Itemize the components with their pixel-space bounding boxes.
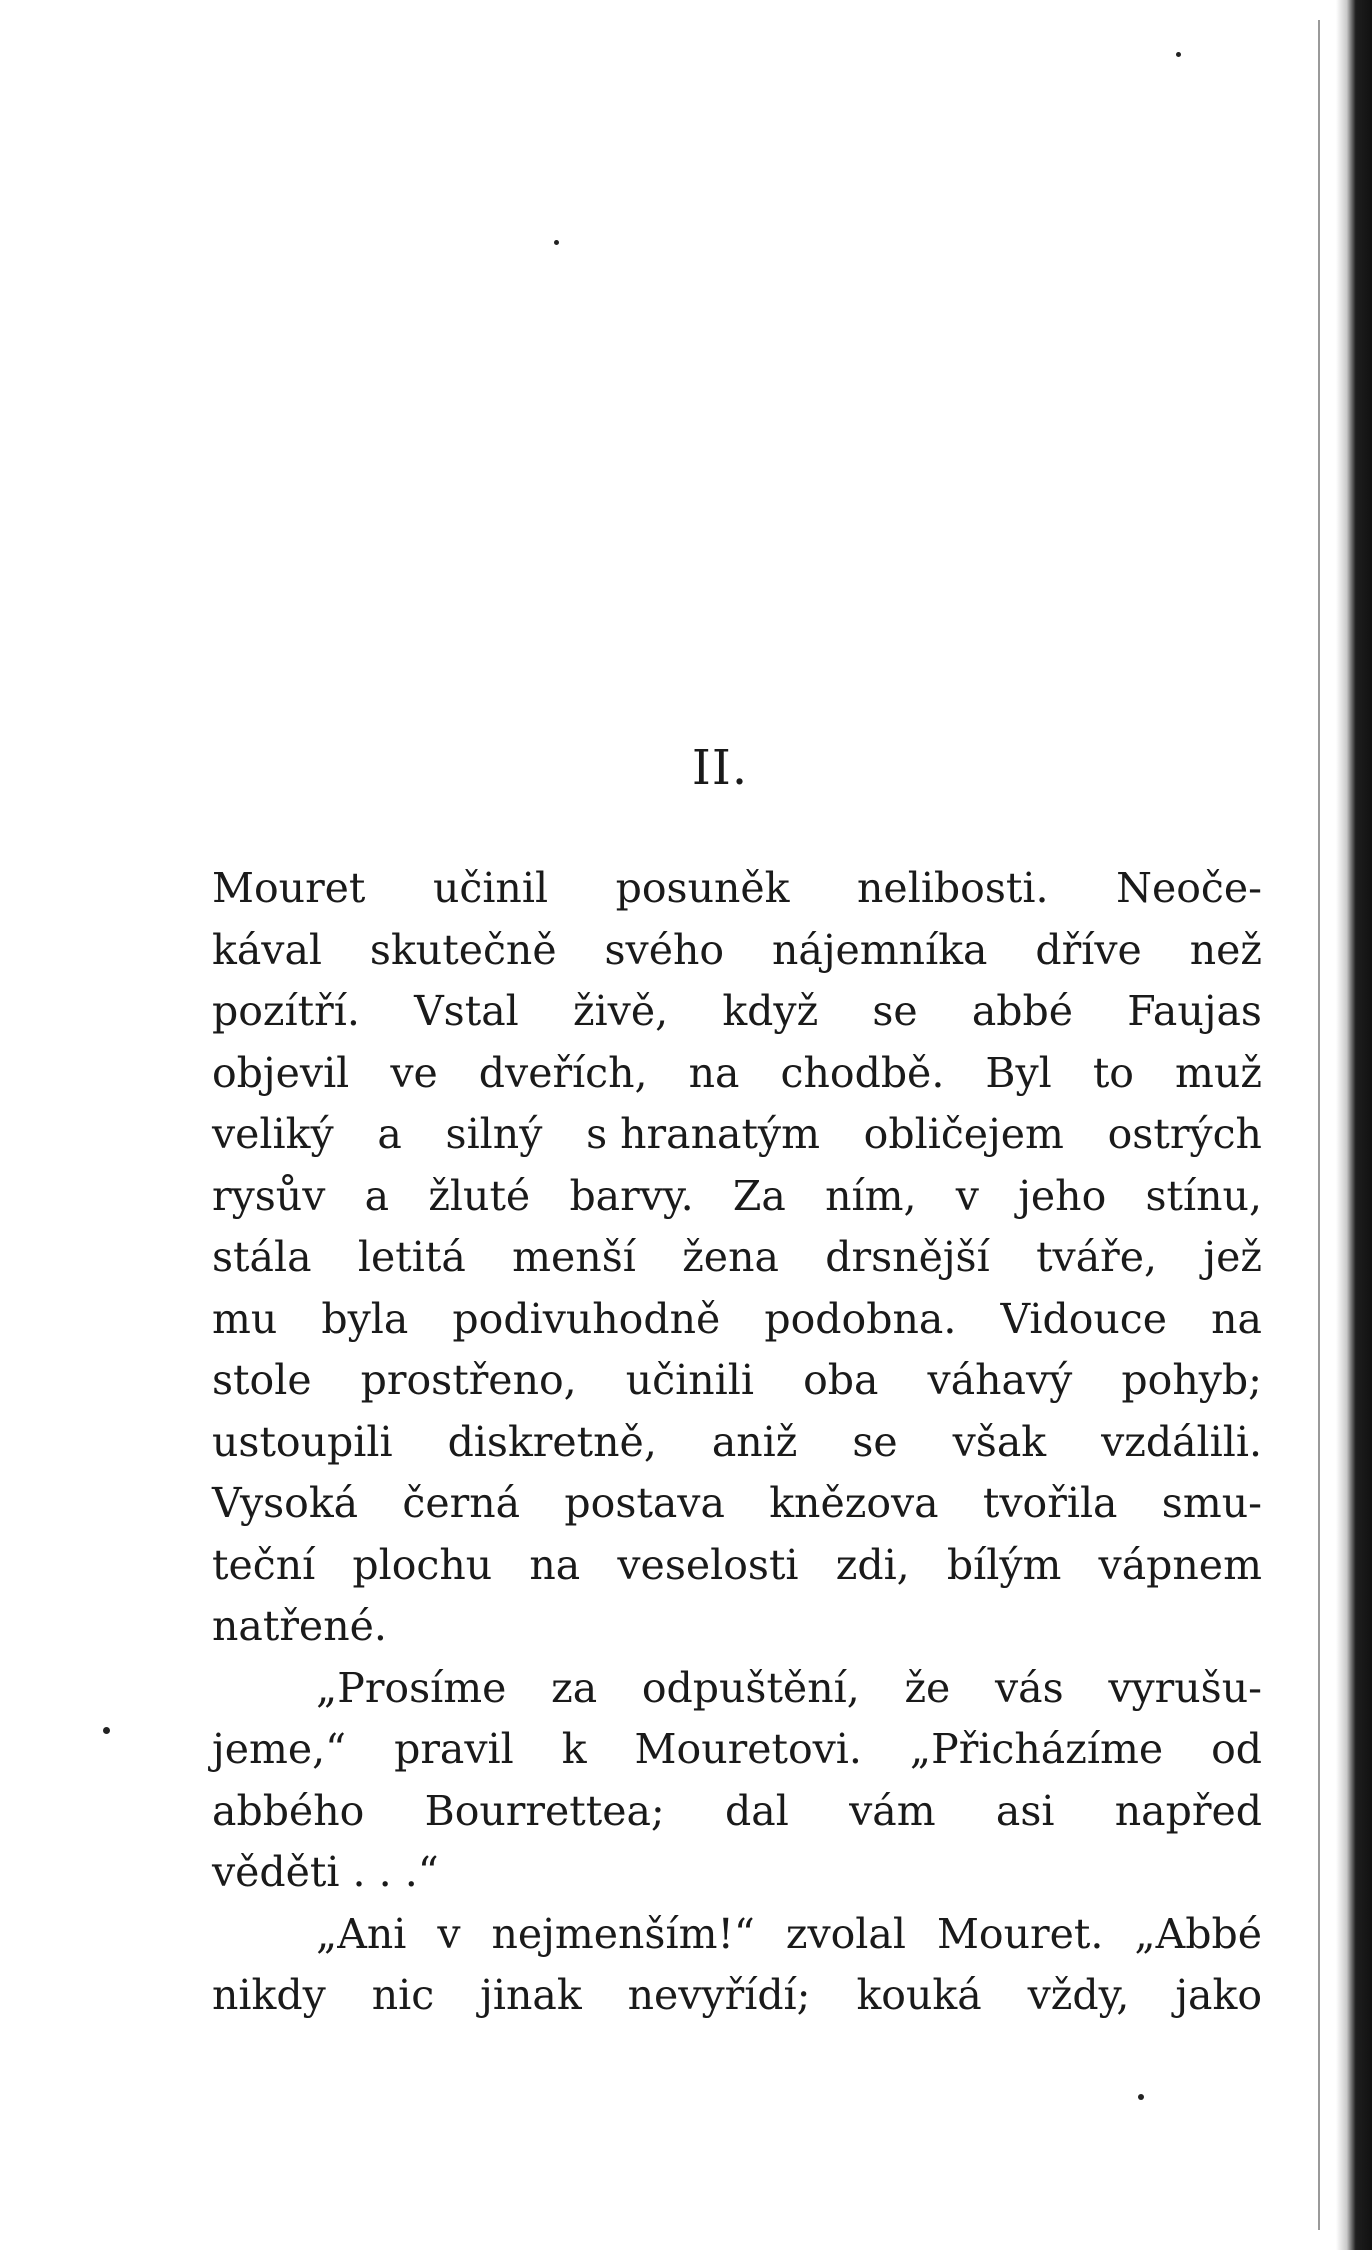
word: Byl — [985, 1048, 1052, 1097]
word: dveřích, — [478, 1048, 648, 1097]
text-line — [212, 1289, 1262, 1351]
word: vás — [995, 1663, 1064, 1712]
word: kával — [212, 925, 323, 974]
word: vzdálili. — [1101, 1417, 1262, 1466]
word: na — [1211, 1294, 1262, 1343]
word: pravil — [394, 1725, 514, 1773]
word: pozítří. — [212, 987, 360, 1035]
word: vyrušu- — [1108, 1663, 1262, 1712]
text-line — [212, 1104, 1262, 1166]
word: asi — [995, 1786, 1055, 1835]
word: chodbě. — [780, 1048, 945, 1097]
word: a — [377, 1110, 402, 1158]
word: Vidouce — [1000, 1294, 1168, 1343]
text-line — [212, 1535, 1262, 1597]
word: stínu, — [1145, 1171, 1262, 1220]
word: učinili — [625, 1356, 754, 1404]
word: „Ani — [316, 1909, 407, 1958]
scan-speck — [1138, 2094, 1144, 2100]
text-line — [212, 1043, 1262, 1105]
word: Mouret. — [936, 1909, 1104, 1958]
word: barvy. — [569, 1171, 694, 1220]
word: nájemníka — [771, 925, 988, 974]
word: „Prosíme — [316, 1663, 507, 1712]
word: však — [952, 1417, 1047, 1466]
word: k — [561, 1725, 587, 1773]
word: se — [872, 987, 918, 1035]
text-line — [212, 1227, 1262, 1289]
scan-speck — [1176, 52, 1181, 57]
word: obličejem — [863, 1110, 1064, 1158]
word: postava — [564, 1479, 725, 1527]
word: vždy, — [1027, 1971, 1130, 2019]
word: stála — [212, 1233, 312, 1281]
word: od — [1211, 1725, 1262, 1773]
word: odpuštění, — [641, 1663, 860, 1712]
word: nelibosti. — [857, 864, 1049, 912]
word: živě, — [572, 987, 669, 1035]
word: plochu — [352, 1540, 493, 1589]
word: skutečně — [369, 925, 557, 974]
word: zdi, — [835, 1540, 910, 1589]
word: Faujas — [1127, 987, 1262, 1035]
word: žluté — [428, 1171, 531, 1220]
body-text — [212, 858, 1262, 2027]
text-line — [212, 1904, 1262, 1966]
word: abbé — [971, 987, 1074, 1035]
word: nic — [371, 1971, 435, 2019]
word: zvolal — [785, 1909, 906, 1958]
word: v — [437, 1909, 461, 1958]
word: knězova — [769, 1479, 939, 1527]
word: ve — [390, 1048, 438, 1097]
text-line — [212, 1719, 1262, 1781]
word: dříve — [1035, 925, 1142, 974]
word: vápnem — [1098, 1540, 1262, 1589]
word: Za — [732, 1171, 786, 1220]
word: váhavý — [927, 1356, 1073, 1404]
text-line — [212, 920, 1262, 982]
word: na — [688, 1048, 740, 1097]
word: „Přicházíme — [909, 1725, 1164, 1773]
word: prostřeno, — [360, 1356, 577, 1404]
word: oba — [803, 1356, 879, 1404]
text-line — [212, 1473, 1262, 1535]
word: nikdy — [212, 1971, 326, 2019]
word: stole — [212, 1356, 312, 1404]
word: černá — [402, 1479, 521, 1527]
word: že — [904, 1663, 951, 1712]
word: Vstal — [414, 987, 519, 1035]
word: v — [955, 1171, 979, 1220]
word: Mouretovi. — [634, 1725, 862, 1773]
word: diskretně, — [447, 1417, 657, 1466]
word: aniž — [711, 1417, 798, 1466]
word: než — [1189, 925, 1262, 974]
chapter-heading: II. — [691, 740, 749, 796]
word: objevil — [212, 1048, 350, 1097]
word: a — [364, 1171, 390, 1220]
word: žena — [682, 1233, 779, 1281]
word: na — [529, 1540, 581, 1589]
word: jinak — [480, 1971, 582, 2019]
word: natřené. — [212, 1602, 387, 1650]
word: silný — [445, 1110, 543, 1158]
word: napřed — [1114, 1786, 1262, 1835]
text-line — [212, 1412, 1262, 1474]
word: jeho — [1018, 1171, 1107, 1220]
word: nejmenším!“ — [491, 1909, 755, 1958]
word: když — [722, 987, 819, 1035]
word: mu — [212, 1294, 278, 1343]
word: nevyřídí; — [627, 1971, 811, 2019]
word: letitá — [357, 1233, 466, 1281]
word: jako — [1175, 1971, 1262, 2019]
word: teční — [212, 1540, 316, 1589]
word: podivuhodně — [452, 1294, 721, 1343]
word: jež — [1203, 1233, 1262, 1281]
word: muž — [1175, 1048, 1262, 1097]
word: vám — [849, 1786, 936, 1835]
word: kouká — [856, 1971, 982, 2019]
word: Vysoká — [212, 1479, 359, 1527]
word: bílým — [946, 1540, 1062, 1589]
text-line — [212, 1842, 1262, 1904]
word: ostrých — [1107, 1110, 1262, 1158]
page-fold-line — [1318, 20, 1320, 2230]
text-line — [212, 981, 1262, 1043]
word: abbého — [212, 1786, 365, 1835]
word: ním, — [825, 1171, 917, 1220]
word: učinil — [432, 864, 549, 912]
word: svého — [604, 925, 725, 974]
text-line — [212, 1781, 1262, 1843]
word: jeme,“ — [212, 1725, 347, 1773]
word: dal — [725, 1786, 789, 1835]
word: posuněk — [615, 864, 790, 912]
word: pohyb; — [1121, 1356, 1262, 1404]
word: drsnější — [825, 1233, 990, 1281]
word: ustoupili — [212, 1417, 393, 1466]
word: Mouret — [212, 864, 366, 912]
word: tvořila — [982, 1479, 1118, 1527]
scan-speck — [103, 1727, 110, 1734]
word: za — [551, 1663, 598, 1712]
word: to — [1092, 1048, 1134, 1097]
word: se — [852, 1417, 898, 1466]
word: veliký — [212, 1110, 334, 1158]
text-line — [212, 1596, 1262, 1658]
text-line — [212, 1965, 1262, 2027]
word: podobna. — [764, 1294, 957, 1343]
scan-speck — [554, 240, 559, 245]
word: Bourrettea; — [424, 1786, 665, 1835]
word: menší — [512, 1233, 636, 1281]
word: byla — [321, 1294, 409, 1343]
text-line — [212, 1166, 1262, 1228]
word: věděti . . .“ — [212, 1848, 439, 1896]
word: s hranatým — [586, 1110, 820, 1158]
word: Neoče- — [1116, 864, 1262, 912]
word: smu- — [1161, 1479, 1262, 1527]
text-line — [212, 1350, 1262, 1412]
word: tváře, — [1036, 1233, 1158, 1281]
text-line — [212, 858, 1262, 920]
word: veselosti — [617, 1540, 799, 1589]
word: rysův — [212, 1171, 326, 1220]
text-line — [212, 1658, 1262, 1720]
page-edge-shadow — [1336, 0, 1372, 2250]
word: „Abbé — [1134, 1909, 1262, 1958]
